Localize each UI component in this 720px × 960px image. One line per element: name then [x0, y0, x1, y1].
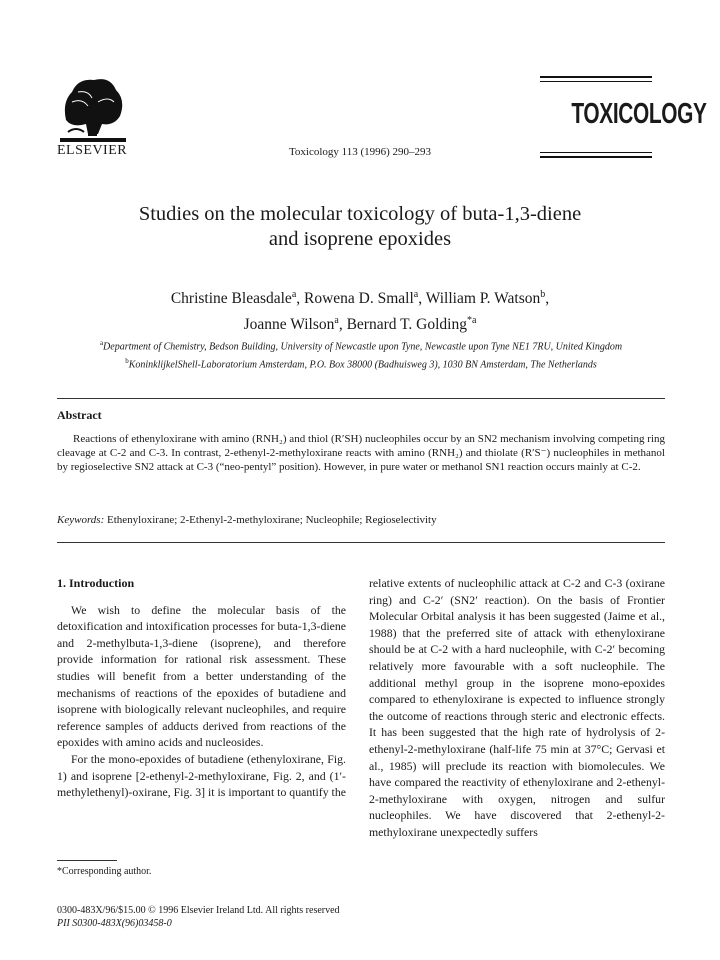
affiliation-list: [56, 336, 666, 373]
affiliation: [56, 354, 666, 372]
abstract-paragraph: Reactions of ethenyloxirane with amino (RNH₂) and thiol (R′SH) nucleophiles occur by an SN2 mechanism involving competing ring cleavage at C-2 and C-3. In contrast, 2-ethenyl-2-methyloxirane reacts with amino (RNH₂) and thiolate (R′S⁻) nucleophiles in methanol by regioselective SN2 attack at C-3 (“neo-pentyl” position). However, in pure water or methanol SN1 reaction occurs mainly at C-2.: [57, 433, 665, 474]
title-line: and isoprene epoxides: [268, 228, 452, 250]
divider: [57, 398, 665, 399]
affiliation-text: KoninklijkelShell-Laboratorium Amsterdam, P.O. Box 38000 (Badhuisweg 3), 1030 BN Amsterdam, The Netherlands: [128, 359, 597, 371]
author-name: Joanne Wilson: [243, 316, 335, 334]
author-affiliation-mark: a: [413, 289, 419, 300]
journal-logo: [540, 76, 707, 160]
title-line: Studies on the molecular toxicology of buta-1,3-diene: [138, 203, 582, 225]
body-paragraph: relative extents of nucleophilic attack at C-2 and C-3 (oxirane ring) and C-2′ (SN2′ reaction). On the basis of Frontier Molecular Orbital analysis it has been suggested (Jaime et al., 1988) that the preferred site of attack with ethenyloxirane should be at C-2 with a hard nucleophile, with C-2′ becoming relatively more favourable with a soft nucleophile. The additional methyl group in the isoprene mono-epoxides compared to ethenyloxirane is expected to influence strongly the outcome of reactions through steric and electronic effects. It has been suggested that the high rate of hydrolysis of 2-ethenyl-2-methyloxirane (half-life 75 min at 37°C; Gervasi et al., 1985) will preclude its reaction with biomolecules. We have compared the reactivity of ethenyloxirane and 2-ethenyl-2-methyloxirane with oxygen, nitrogen and sulfur nucleophiles. We have discovered that 2-ethenyl-2-methyloxirane unexpectedly suffers: [369, 576, 665, 839]
section-heading: 1. Introduction: [57, 576, 135, 590]
footnote: *Corresponding author.: [57, 866, 152, 877]
journal-name: TOXICOLOGY: [571, 98, 707, 130]
keywords: [57, 514, 665, 526]
copyright-line: 0300-483X/96/$15.00 © 1996 Elsevier Ireland Ltd. All rights reserved: [57, 905, 340, 916]
elsevier-tree-logo: [58, 72, 128, 142]
affiliation-text: Department of Chemistry, Bedson Building, University of Newcastle upon Tyne, Newcastle upon Tyne NE1 7RU, United Kingdom: [103, 341, 623, 353]
affiliation-mark: b: [125, 357, 129, 366]
abstract-text: [57, 432, 665, 475]
article-title: [60, 202, 660, 252]
body-paragraph: We wish to define the molecular basis of the detoxification and intoxification processes for buta-1,3-diene and 2-methylbuta-1,3-diene (isoprene), and therefore provide information for rational risk assessment. These studies will benefit from a better understanding of the mechanisms of reactions of the epoxides of butadiene and isoprene with biologically relevant nucleophiles, and require reference samples of adducts derived from reactions of the epoxides with amino acids and nucleosides.: [57, 602, 346, 750]
pii-line: PII S0300-483X(96)03458-0: [57, 918, 172, 929]
body-column-left: [57, 575, 346, 801]
affiliation: [56, 336, 666, 354]
body-column-right: [369, 575, 665, 841]
author-name: Rowena D. Small: [304, 290, 414, 308]
author-name: Christine Bleasdale: [170, 290, 292, 308]
divider: [57, 542, 665, 543]
body-paragraph: For the mono-epoxides of butadiene (ethenyloxirane, Fig. 1) and isoprene [2-ethenyl-2-methyloxirane, Fig. 2, and (1′-methylethenyl)-oxirane, Fig. 3] it is important to quantify the: [57, 751, 346, 800]
author-name: William P. Watson: [425, 290, 541, 308]
page-footer: [57, 904, 340, 930]
publisher-name: ELSEVIER: [57, 143, 128, 158]
author-affiliation-mark: a: [291, 289, 297, 300]
abstract-heading: Abstract: [57, 408, 102, 422]
author-name: Bernard T. Golding: [346, 316, 467, 334]
keywords-list: Ethenyloxirane; 2-Ethenyl-2-methyloxirane; Nucleophile; Regioselectivity: [107, 514, 437, 526]
author-affiliation-mark: b: [540, 289, 546, 300]
author-list: Christine Bleasdale$^a$, Rowena D. Small$^a$, William P. Watson$^b$, Joanne Wilson$^a$, Bernard T. Golding$^{*a}$: [170, 289, 550, 334]
author-affiliation-mark: a: [334, 315, 339, 327]
affiliation-mark: a: [99, 339, 104, 347]
footnote-divider: [57, 860, 117, 861]
keywords-label: Keywords:: [57, 514, 105, 526]
journal-citation: Toxicology 113 (1996) 290–293: [288, 146, 432, 158]
author-affiliation-mark: *a: [466, 315, 477, 327]
